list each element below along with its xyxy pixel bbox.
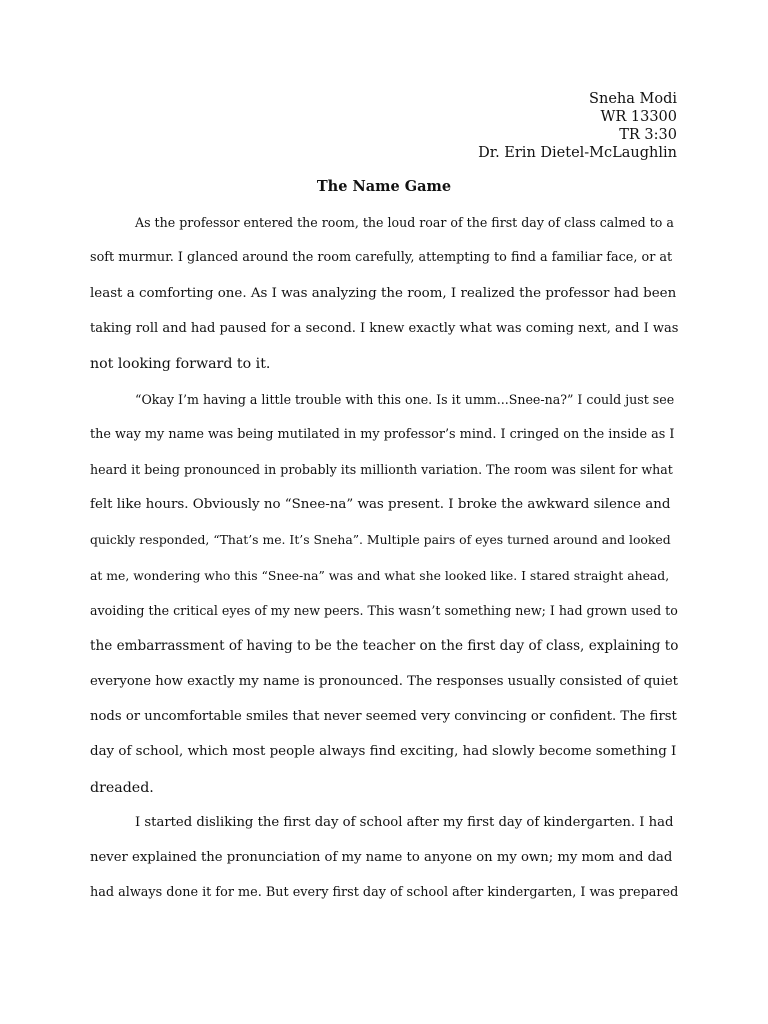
author-name: Sneha Modi (589, 91, 677, 107)
body-line: least a comforting one. As I was analyzing the room, I realized the professor had been (90, 286, 677, 301)
body-line: the way my name was being mutilated in my professor’s mind. I cringed on the inside as I (90, 427, 675, 442)
course-code: WR 13300 (600, 109, 677, 125)
body-line: everyone how exactly my name is pronounced. The responses usually consisted of quiet (90, 674, 678, 689)
body-line-paragraph-start: “Okay I’m having a little trouble with this one. Is it umm...Snee-na?” I could just see (135, 392, 675, 407)
body-line: day of school, which most people always find exciting, had slowly become something I (90, 744, 677, 759)
body-line: soft murmur. I glanced around the room carefully, attempting to find a familiar face, or at (90, 250, 673, 265)
body-line-paragraph-start: As the professor entered the room, the loud roar of the first day of class calmed to a (135, 215, 674, 230)
body-line: had always done it for me. But every first day of school after kindergarten, I was prepared (90, 885, 679, 900)
body-line: dreaded. (90, 780, 154, 796)
body-line: not looking forward to it. (90, 356, 271, 372)
body-line: taking roll and had paused for a second. I knew exactly what was coming next, and I was (90, 321, 679, 336)
instructor-name: Dr. Erin Dietel-McLaughlin (478, 145, 677, 161)
body-line: at me, wondering who this “Snee-na” was and what she looked like. I stared straight ahead, (90, 568, 670, 583)
body-line: never explained the pronunciation of my name to anyone on my own; my mom and dad (90, 850, 673, 865)
body-line: quickly responded, “That’s me. It’s Sneha”. Multiple pairs of eyes turned around and looked (90, 532, 671, 547)
body-line: avoiding the critical eyes of my new peers. This wasn’t something new; I had grown used to (90, 603, 678, 618)
body-line: heard it being pronounced in probably its millionth variation. The room was silent for what (90, 462, 673, 477)
body-line: felt like hours. Obviously no “Snee-na” was present. I broke the awkward silence and (90, 497, 671, 512)
essay-title: The Name Game (316, 178, 452, 195)
body-line-paragraph-start: I started disliking the first day of school after my first day of kindergarten. I had (135, 815, 674, 830)
body-line: the embarrassment of having to be the teacher on the first day of class, explaining to (90, 638, 679, 654)
class-schedule: TR 3:30 (619, 127, 677, 143)
body-line: nods or uncomfortable smiles that never seemed very convincing or confident. The first (90, 709, 677, 724)
author-header (478, 90, 677, 162)
